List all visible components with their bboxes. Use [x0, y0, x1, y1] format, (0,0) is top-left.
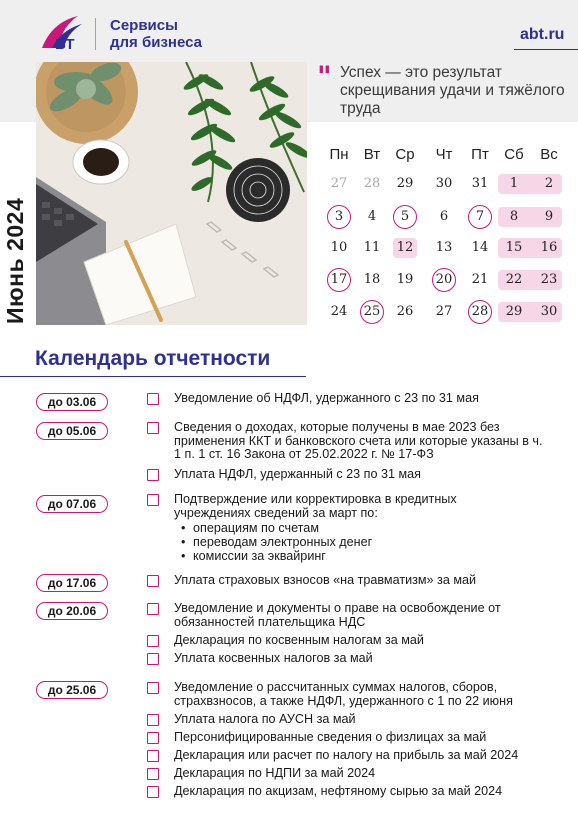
calendar-day[interactable]: 8 [509, 209, 519, 224]
calendar-day[interactable]: 22 [505, 272, 523, 287]
weekday-label: Вт [363, 146, 381, 163]
task-text: Декларация по НДПИ за май 2024 [174, 766, 376, 780]
site-underline [514, 49, 578, 50]
task-checkbox[interactable] [147, 732, 159, 744]
task-text: Декларация или расчет по налогу на прибыль за май 2024 [174, 748, 519, 762]
brand-logo[interactable] [38, 14, 238, 54]
brand-line-1: Сервисы [110, 17, 178, 34]
quote-mark-icon: " [317, 60, 332, 93]
calendar-day[interactable]: 11 [363, 240, 381, 255]
task-checkbox[interactable] [147, 393, 159, 405]
calendar-day[interactable]: 30 [435, 176, 453, 191]
task-bullet [182, 550, 326, 564]
calendar-day[interactable]: 7 [462, 204, 498, 230]
calendar-day[interactable]: 31 [471, 176, 489, 191]
calendar-day[interactable]: 23 [540, 272, 558, 287]
calendar-day[interactable]: 1 [509, 176, 519, 191]
task-text: Уведомление и документы о праве на освобождение от обязанностей плательщика НДС [174, 601, 501, 629]
calendar-day[interactable]: 17 [321, 267, 357, 293]
deadline-date-badge: до 17.06 [36, 574, 108, 592]
calendar-day[interactable]: 15 [505, 240, 523, 255]
task-text: Уплата страховых взносов «на травматизм» за май [174, 573, 477, 587]
task-checkbox[interactable] [147, 714, 159, 726]
task-checkbox[interactable] [147, 575, 159, 587]
task-bullet-text: переводам электронных денег [193, 535, 373, 549]
deadline-date-badge: до 03.06 [36, 393, 108, 411]
svg-text:БТ: БТ [55, 36, 75, 53]
weekday-label: Пт [471, 146, 489, 163]
task-text: Декларация по акцизам, нефтяному сырью за май 2024 [174, 784, 503, 798]
task-checkbox[interactable] [147, 422, 159, 434]
weekday-label: Пн [329, 146, 349, 163]
section-title: Календарь отчетности [35, 347, 271, 370]
calendar-day[interactable]: 12 [396, 240, 414, 255]
task-text: Декларация по косвенным налогам за май [174, 633, 424, 647]
task-checkbox[interactable] [147, 603, 159, 615]
task-bullet [182, 522, 319, 536]
weekday-label: Ср [395, 146, 415, 163]
calendar-day[interactable]: 29 [396, 176, 414, 191]
calendar-day[interactable]: 3 [321, 204, 357, 230]
task-text: Уведомление об НДФЛ, удержанного с 23 по 31 мая [174, 391, 479, 405]
brand-line-2: для бизнеса [110, 34, 202, 51]
task-text: Уплата косвенных налогов за май [174, 651, 373, 665]
calendar-day[interactable]: 9 [544, 209, 554, 224]
calendar-day[interactable]: 5 [387, 204, 423, 230]
calendar-day[interactable]: 19 [396, 272, 414, 287]
task-bullet-text: комиссии за эквайринг [193, 549, 326, 563]
calendar-day[interactable]: 27 [330, 176, 348, 191]
task-text: Уведомление о рассчитанных суммах налогов, сборов, страхвзносов, а также НДФЛ, удержанного с 1 по 22 июня [174, 680, 513, 708]
calendar-day[interactable]: 27 [435, 304, 453, 319]
logo-divider [95, 18, 96, 50]
task-bullet [182, 536, 372, 550]
quote-text: Успех — это результат скрещивания удачи и тяжёлого труда [340, 64, 565, 117]
calendar-day[interactable]: 16 [540, 240, 558, 255]
task-checkbox[interactable] [147, 682, 159, 694]
task-checkbox[interactable] [147, 635, 159, 647]
task-text: Уплата НДФЛ, удержанный с 23 по 31 мая [174, 467, 421, 481]
task-checkbox[interactable] [147, 750, 159, 762]
calendar-day[interactable]: 24 [330, 304, 348, 319]
calendar-day[interactable]: 26 [396, 304, 414, 319]
weekday-label: Вс [540, 146, 558, 163]
month-title: Июнь 2024 [2, 197, 28, 324]
weekday-label: Сб [504, 146, 524, 163]
task-checkbox[interactable] [147, 786, 159, 798]
task-text: Персонифицированные сведения о физлицах за май [174, 730, 487, 744]
calendar-day[interactable]: 6 [439, 209, 449, 224]
task-text: Уплата налога по АУСН за май [174, 712, 356, 726]
task-text: Подтверждение или корректировка в кредитных учреждениях сведений за март по: [174, 492, 457, 520]
calendar-day[interactable]: 14 [471, 240, 489, 255]
calendar-day[interactable]: 20 [426, 267, 462, 293]
abt-logo-icon [38, 14, 94, 54]
workspace-photo [36, 62, 307, 325]
section-underline [0, 376, 306, 377]
task-checkbox[interactable] [147, 653, 159, 665]
calendar-day[interactable]: 21 [471, 272, 489, 287]
task-bullet-text: операциям по счетам [193, 521, 319, 535]
calendar-day[interactable]: 18 [363, 272, 381, 287]
calendar-day[interactable]: 30 [540, 304, 558, 319]
task-checkbox[interactable] [147, 494, 159, 506]
task-checkbox[interactable] [147, 469, 159, 481]
task-checkbox[interactable] [147, 768, 159, 780]
deadline-date-badge: до 25.06 [36, 681, 108, 699]
deadline-date-badge: до 20.06 [36, 602, 108, 620]
calendar-day[interactable]: 2 [544, 176, 554, 191]
weekday-label: Чт [435, 146, 453, 163]
calendar-day[interactable]: 28 [363, 176, 381, 191]
deadline-date-badge: до 07.06 [36, 495, 108, 513]
calendar-day[interactable]: 13 [435, 240, 453, 255]
calendar-day[interactable]: 29 [505, 304, 523, 319]
deadline-date-badge: до 05.06 [36, 422, 108, 440]
calendar-day[interactable]: 10 [330, 240, 348, 255]
task-text: Сведения о доходах, которые получены в мае 2023 без применения ККТ и банковского счета или которые указаны в ч. 1 п. 1 ст. 16 Закона от 25.02.2022 г. № 17-ФЗ [174, 420, 543, 462]
calendar-day[interactable]: 25 [354, 299, 390, 325]
calendar-day[interactable]: 28 [462, 299, 498, 325]
brand-name [110, 17, 202, 51]
site-link[interactable]: abt.ru [520, 26, 565, 43]
calendar-day[interactable]: 4 [367, 209, 377, 224]
